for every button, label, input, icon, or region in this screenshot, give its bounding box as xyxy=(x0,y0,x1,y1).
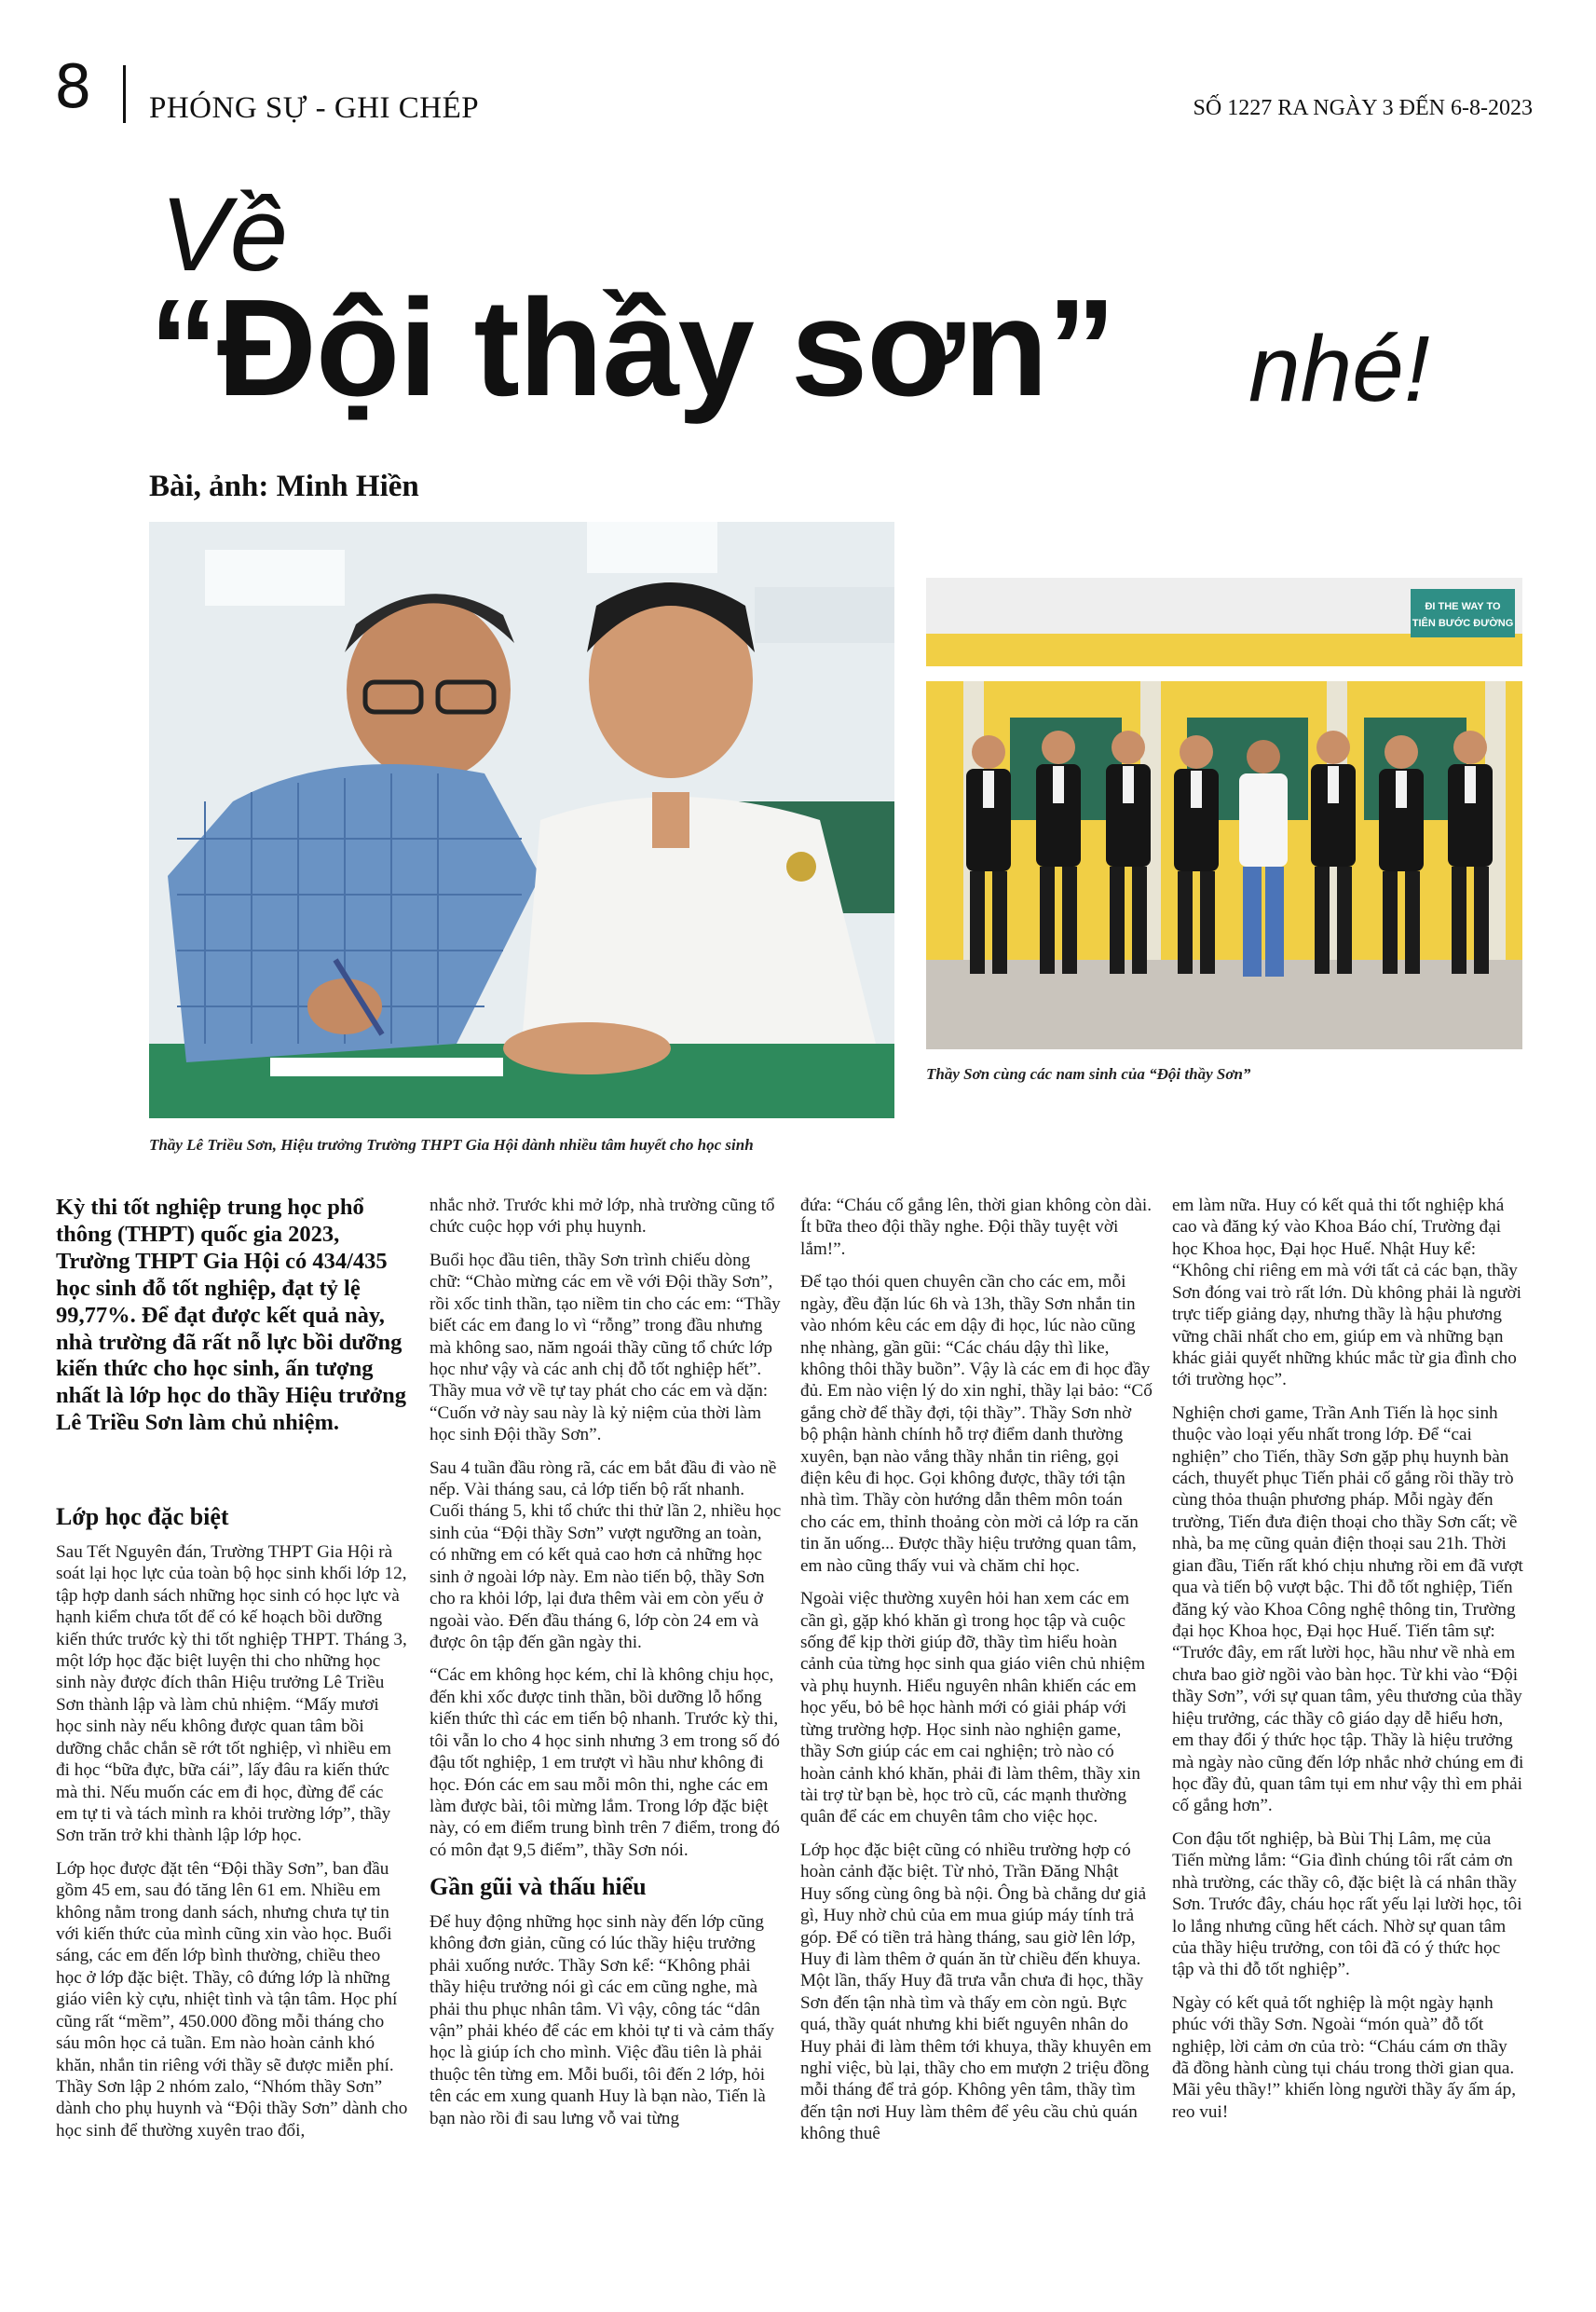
paragraph: Ngoài việc thường xuyên hỏi han xem các em cần gì, gặp khó khăn gì trong học tập và cuộc sống để kịp thời giúp đỡ, thầy tìm hiểu hoàn cảnh của từng học sinh qua giáo viên chủ nhiệm và phụ huynh. Hiểu nguyên nhân khiến các em học yếu, bỏ bê học hành mới có giải pháp với từng trường hợp. Học sinh nào nghiện game, thầy Sơn giúp các em cai nghiện; trò nào có hoàn cảnh khó khăn, phải đi làm thêm, thầy xin tài trợ từ bạn bè, học trò cũ, các mạnh thường quân để các em chuyên tâm cho việc học. xyxy=(800,1589,1146,1827)
photo-group xyxy=(926,578,1522,1049)
svg-text:ĐI THE WAY TO: ĐI THE WAY TO xyxy=(1425,601,1501,612)
paragraph: Lớp học được đặt tên “Đội thầy Sơn”, ban đầu gồm 45 em, sau đó tăng lên 61 em. Nhiều em không nằm trong danh sách, nhưng chưa tự tin với kiến thức của mình cũng xin vào học. Buổi sáng, các em đến lớp bình thường, chiều theo học ở lớp đặc biệt. Thầy, cô đứng lớp là những giáo viên kỳ cựu, nhiệt tình và tận tâm. Học phí cũng rất “mềm”, 450.000 đồng mỗi tháng cho sáu môn học cả tuần. Em nào hoàn cảnh khó khăn, nhắn tin riêng với thầy sẽ được miễn phí. Thầy Sơn lập 2 nhóm zalo, “Nhóm thầy Sơn” dành cho phụ huynh và “Đội thầy Sơn” dành cho học sinh để thường xuyên trao đổi, xyxy=(56,1858,408,2141)
paragraph: Ngày có kết quả tốt nghiệp là một ngày hạnh phúc với thầy Sơn. Ngoài “món quà” đỗ tốt nghiệp, lời cảm ơn của trò: “Cháu cám ơn thầy đã đồng hành cùng tụi cháu trong thời gian qua. Mãi yêu thầy!” khiến lòng người thầy ấy ấm áp, reo vui! xyxy=(1172,1992,1517,2122)
headline-line-1: Về xyxy=(160,176,288,293)
article-column-3 xyxy=(800,1195,1153,2156)
photo-teacher-student xyxy=(149,522,894,1118)
paragraph: Để tạo thói quen chuyên cần cho các em, mỗi ngày, đều đặn lúc 6h và 13h, thầy Sơn nhắn tin vào nhóm kêu các em dậy đi học, lúc nào cũng nhẹ nhàng, gần gũi: “Các cháu dậy thì like, không thôi thầy buồn”. Vậy là các em đi học đầy đủ. Em nào viện lý do xin nghỉ, thầy lại bảo: “Cố gắng chờ để thầy đợi, tội thầy”. Thầy Sơn nhờ bộ phận hành chính hỗ trợ điểm danh thường xuyên, bạn nào vắng thầy nhắn tin riêng, gọi điện kêu đi học. Gọi không được, thầy tới tận nhà tìm. Thầy còn hướng dẫn thêm môn toán cho các em, thỉnh thoảng còn mời cả lớp ra căn tin ăn uống... Được thầy hiệu trưởng quan tâm, em nào cũng thấy vui và chăm chỉ học. xyxy=(800,1272,1153,1576)
photo-caption-group: Thầy Sơn cùng các nam sinh của “Đội thầy Sơn” xyxy=(926,1065,1251,1083)
paragraph: em làm nữa. Huy có kết quả thi tốt nghiệp khá cao và đăng ký vào Khoa Báo chí, Trường đại học Khoa học, Đại học Huế. Nhật Huy kể: “Không chỉ riêng em mà với tất cả các bạn, thầy Sơn đóng vai trò rất lớn. Dù không phải là người trực tiếp giảng dạy, nhưng thầy là hậu phương vững chãi nhất cho em, giúp em và những bạn khác giải quyết những khúc mắc từ gia đình cho tới trường học”. xyxy=(1172,1196,1521,1390)
paragraph: Nghiện chơi game, Trần Anh Tiến là học sinh thuộc vào loại yếu nhất trong lớp. Để “cai nghiện” cho Tiến, thầy Sơn gặp phụ huynh bàn cách, thuyết phục Tiến phải cố gắng rồi thầy trò cùng thỏa thuận phương pháp. Mỗi ngày đến trường, Tiến đưa điện thoại cho thầy Sơn cất; về nhà, ba mẹ cũng quản điện thoại sau 21h. Thời gian đầu, Tiến rất khó chịu nhưng rồi em đã vượt qua và tiến bộ vượt bậc. Thi đỗ tốt nghiệp, Tiến đăng ký vào Khoa Công nghệ thông tin, Trường đại học Khoa học, Đại học Huế. Tiến tâm sự: “Trước đây, em rất lười học, hầu như về nhà em chưa bao giờ ngồi vào bàn học. Từ khi vào “Đội thầy Sơn”, với sự quan tâm, yêu thương của thầy hiệu trưởng, các thầy cô giáo dạy dễ hiểu hơn, em thay đổi ý thức học tập. Thầy là hiệu trưởng mà ngày nào cũng đến lớp nhắc nhở chúng em đi học đầy đủ, quan tâm tụi em như vậy thì em phải cố gắng hơn”. xyxy=(1172,1402,1524,1816)
paragraph: Sau 4 tuần đầu ròng rã, các em bắt đầu đi vào nề nếp. Vài tháng sau, cả lớp tiến bộ rất nhanh. Cuối tháng 5, khi tổ chức thi thử lần 2, nhiều học sinh của “Đội thầy Sơn” vượt ngưỡng an toàn, có những em có kết quả cao hơn cả những học sinh ở ngoài lớp này. Em nào tiến bộ, thầy Sơn cho ra khỏi lớp, lại đưa thêm vài em còn yếu ở ngoài vào. Đến đầu tháng 6, lớp còn 24 em và được ôn tập đến gần ngày thi. xyxy=(430,1457,782,1653)
svg-text:TIÊN BƯỚC ĐƯỜNG: TIÊN BƯỚC ĐƯỜNG xyxy=(1412,618,1514,629)
article-column-2 xyxy=(430,1195,782,2141)
issue-info: SỐ 1227 RA NGÀY 3 ĐẾN 6-8-2023 xyxy=(1193,96,1533,120)
byline: Bài, ảnh: Minh Hiền xyxy=(149,470,419,503)
subheading-close-understanding: Gần gũi và thấu hiểu xyxy=(430,1873,647,1901)
article-column-1 xyxy=(56,1195,408,2153)
paragraph: nhắc nhở. Trước khi mở lớp, nhà trường cũng tổ chức cuộc họp với phụ huynh. xyxy=(430,1196,775,1238)
paragraph: Con đậu tốt nghiệp, bà Bùi Thị Lâm, mẹ của Tiến mừng lắm: “Gia đình chúng tôi rất cảm ơn nhà trường, các thầy cô, đặc biệt là cá nhân thầy Sơn. Trước đây, cháu học rất yếu lại lười học, tôi lo lắng nhưng cũng hết cách. Nhờ sự quan tâm của thầy hiệu trưởng, con tôi đã có ý thức học tập và thi đỗ tốt nghiệp”. xyxy=(1172,1828,1522,1980)
headline-line-3: nhé! xyxy=(1248,317,1430,421)
lead-paragraph: Kỳ thi tốt nghiệp trung học phổ thông (THPT) quốc gia 2023, Trường THPT Gia Hội có 434/435 học sinh đỗ tốt nghiệp, đạt tỷ lệ 99,77%. Để đạt được kết quả này, nhà trường đã rất nỗ lực bồi dưỡng kiến thức cho học sinh, ấn tượng nhất là lớp học do thầy Hiệu trưởng Lê Triều Sơn làm chủ nhiệm. xyxy=(56,1195,407,1436)
paragraph: “Các em không học kém, chỉ là không chịu học, đến khi xốc được tinh thần, bồi dưỡng lỗ hổng kiến thức thì các em tiến bộ nhanh. Trước kỳ thi, tôi vẫn lo cho 4 học sinh nhưng 3 em trong số đó đậu tốt nghiệp, 1 em trượt vì hầu như không đi học. Đón các em sau mỗi môn thi, nghe các em làm được bài, tôi mừng lắm. Trong lớp đặc biệt này, có em điểm trung bình trên 7 điểm, trong đó có môn đạt 9,5 điểm”, thầy Sơn nói. xyxy=(430,1665,781,1860)
paragraph: Lớp học đặc biệt cũng có nhiều trường hợp có hoàn cảnh đặc biệt. Từ nhỏ, Trần Đăng Nhật Huy sống cùng ông bà nội. Ông bà chẳng dư giả gì, Huy nhờ chủ của em mua giúp máy tính trả góp. Để có tiền trả hàng tháng, sau giờ lên lớp, Huy đi làm thêm ở quán ăn từ chiều đến khuya. Một lần, thấy Huy đã trưa vẫn chưa đi học, thầy Sơn đến tận nhà tìm và thấy em còn ngủ. Bực quá, thầy quát nhưng khi biết nguyên nhân do Huy phải đi làm thêm tới khuya, thầy khuyên em nghỉ việc, bù lại, thầy cho em mượn 2 triệu đồng mỗi tháng để trả góp. Không yên tâm, thầy tìm đến tận nơi Huy làm thêm để yêu cầu chủ quán không thuê xyxy=(800,1840,1152,2144)
headline-line-2: “Đội thầy sơn” xyxy=(149,271,1115,425)
photo-caption-teacher: Thầy Lê Triều Sơn, Hiệu trưởng Trường THPT Gia Hội dành nhiều tâm huyết cho học sinh xyxy=(149,1136,754,1154)
paragraph: Buổi học đầu tiên, thầy Sơn trình chiếu dòng chữ: “Chào mừng các em về với Đội thầy Sơn”, rồi xốc tinh thần, tạo niềm tin cho các em: “Thầy biết các em đang lo vì “rỗng” trong đầu nhưng mà không sao, năm ngoái thầy cũng tổ chức lớp học như vậy và các anh chị đỗ tốt nghiệp hết”. Thầy mua vở về tự tay phát cho các em và dặn: “Cuốn vở này sau này là kỷ niệm của thời làm học sinh Đội thầy Sơn”. xyxy=(430,1250,781,1445)
subheading-special-class: Lớp học đặc biệt xyxy=(56,1503,229,1531)
paragraph: Sau Tết Nguyên đán, Trường THPT Gia Hội rà soát lại học lực của toàn bộ học sinh khối lớp 12, tập hợp danh sách những học sinh có học lực và hạnh kiểm chưa tốt để có kế hoạch bồi dưỡng kiến thức trước kỳ thi tốt nghiệp THPT. Tháng 3, một lớp học đặc biệt luyện thi cho những học sinh này được đích thân Hiệu trưởng Lê Triều Sơn thành lập và làm chủ nhiệm. “Mấy mươi học sinh này nếu không được quan tâm bồi dưỡng chắc chắn sẽ rớt tốt nghiệp, vì nhiều em đi học “bữa đực, bữa cái”, lấy đâu ra kiến thức mà thi. Nếu muốn các em đi học, đừng để các em tự ti và tách mình ra khỏi trường lớp”, thầy Sơn trăn trở khi thành lập lớp học. xyxy=(56,1541,407,1846)
header-divider xyxy=(123,65,126,123)
section-name: PHÓNG SỰ - GHI CHÉP xyxy=(149,91,480,125)
paragraph: Để huy động những học sinh này đến lớp cũng không đơn giản, cũng có lúc thầy hiệu trưởng phải xuống nước. Thầy Sơn kể: “Không phải thầy hiệu trưởng nói gì các em cũng nghe, mà phải thu phục nhân tâm. Vì vậy, công tác “dân vận” phải khéo để các em khỏi tự ti và cảm thấy học là giúp ích cho mình. Việc đầu tiên là phải thuộc tên từng em. Mỗi buổi, tôi đến 2 lớp, hỏi tên các em xung quanh Huy là bạn nào, Tiến là bạn nào rồi đi sau lưng vỗ vai từng xyxy=(430,1911,775,2128)
article-column-4 xyxy=(1172,1195,1524,2134)
page-number: 8 xyxy=(54,53,92,122)
paragraph: đứa: “Cháu cố gắng lên, thời gian không còn dài. Ít bữa theo đội thầy nghe. Đội thầy tuyệt vời lắm!”. xyxy=(800,1196,1153,1259)
